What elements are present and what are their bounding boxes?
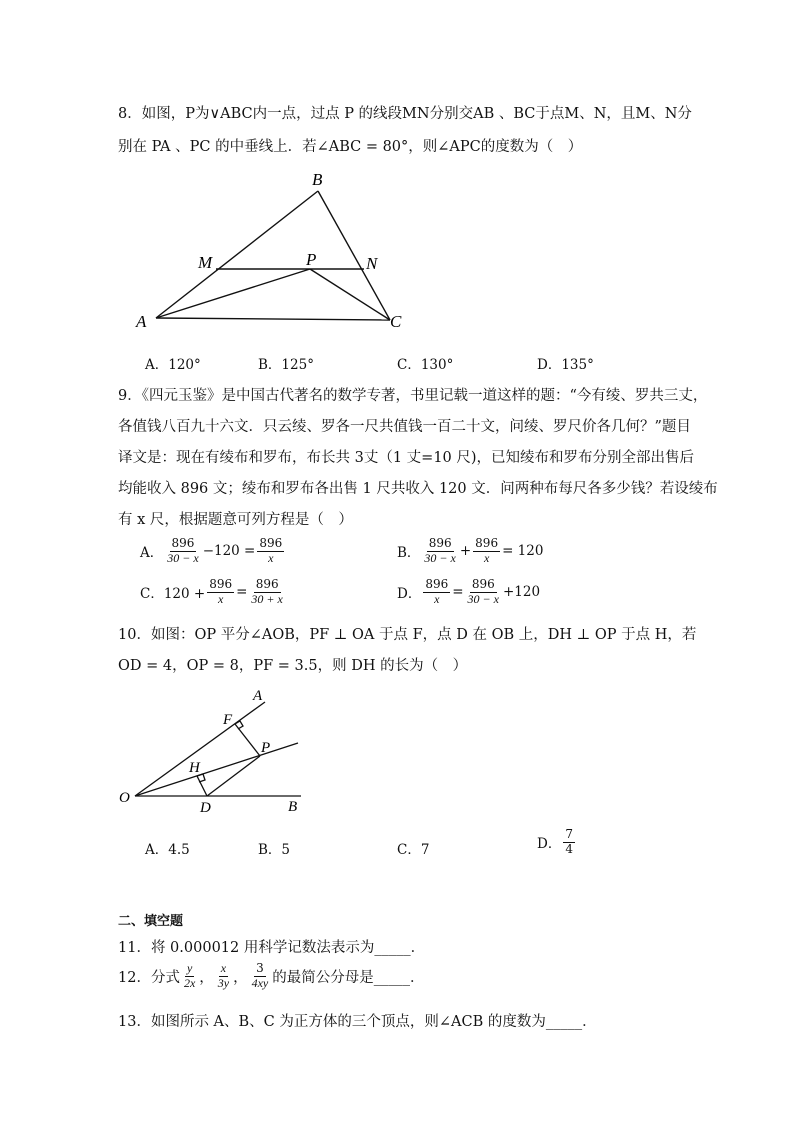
- q10-option-a[interactable]: A．4.5: [145, 842, 190, 858]
- q9-line3: 译文是：现在有绫布和罗布，布长共 3丈（1 丈=10 尺)，已知绫布和罗布分别全部出售后: [118, 450, 695, 466]
- label-n: N: [366, 254, 378, 273]
- label-m: M: [198, 253, 213, 272]
- q9-line5: 有 x 尺，根据题意可列方程是（ ）: [118, 512, 353, 528]
- segment-ac: [156, 318, 390, 320]
- label-p: P: [261, 740, 271, 756]
- option-label: A．: [140, 545, 164, 562]
- q9-option-d[interactable]: D． $\frac{896}{x}$ = $\frac{896}{30 - x}$ +120: [397, 577, 541, 606]
- fraction: $\frac{896}{30 - x}$: [467, 577, 499, 606]
- fraction: $\frac{896}{30 - x}$: [167, 536, 199, 565]
- operator: −120 =: [202, 543, 256, 560]
- q8-option-d[interactable]: D．135°: [537, 357, 594, 373]
- fraction: $\frac{3}{4xy}$: [251, 961, 269, 990]
- q13-text: 13．如图所示 A、B、C 为正方体的三个顶点，则∠ACB 的度数为_____．: [118, 1014, 597, 1030]
- label-a: A: [253, 688, 263, 704]
- operator: =: [452, 584, 464, 601]
- operator: +: [459, 543, 472, 560]
- q9-option-c[interactable]: [140, 578, 287, 607]
- operator: =: [236, 584, 248, 601]
- q8-triangle-figure: [130, 165, 420, 335]
- label-f: F: [223, 712, 233, 728]
- label-c: C: [390, 312, 402, 331]
- q12-prefix: 12．分式: [118, 969, 180, 986]
- q10-line1: 10．如图：OP 平分∠AOB，PF ⊥ OA 于点 F，点 D 在 OB 上，DH ⊥ OP 于点 H，若: [118, 627, 697, 643]
- label-o: O: [119, 790, 130, 806]
- q9-line2: 各值钱八百九十六文．只云绫、罗各一尺共值钱一百二十文，问绫、罗尺价各几何？”题目: [118, 419, 691, 435]
- label-p: P: [306, 250, 317, 269]
- q8-option-b[interactable]: B．125°: [258, 357, 314, 373]
- option-label: C．120 +: [140, 586, 206, 603]
- fraction: $\frac{896}{30 - x}$: [424, 536, 456, 565]
- option-label: D．: [397, 586, 422, 603]
- fraction: $\frac{896}{x}$: [475, 536, 499, 565]
- segment-dh: [197, 776, 207, 796]
- q9-option-b[interactable]: B． $\frac{896}{30 - x}$ + $\frac{896}{x}$ = 120: [397, 536, 544, 565]
- segment-ap: [156, 269, 310, 318]
- option-label: B．: [397, 545, 421, 562]
- fraction: $\frac{y}{2x}$: [183, 961, 196, 990]
- fraction: $\frac{896}{x}$: [425, 577, 449, 606]
- fraction: $\frac{896}{30 + x}$: [251, 577, 283, 606]
- q12-suffix: 的最简公分母是_____．: [272, 969, 425, 986]
- segment-pc: [310, 269, 390, 320]
- q12-text: 12．分式 $\frac{y}{2x}$ ， $\frac{x}{3y}$ ， $\frac{3}{4xy}$ 的最简公分母是_____．: [118, 961, 425, 990]
- section-title: 二、填空题: [118, 914, 184, 929]
- label-b: B: [312, 170, 323, 189]
- q9-line4: 均能收入 896 文；绫布和罗布各出售 1 尺共收入 120 文．问两种布每尺各多少钱？若设绫布: [118, 481, 718, 497]
- q8-option-a[interactable]: A．120°: [145, 357, 201, 373]
- label-a: A: [136, 312, 147, 331]
- q8-line2: 别在 PA 、PC 的中垂线上．若∠ABC = 80°，则∠APC的度数为（ ）: [118, 139, 583, 155]
- q9-line1: 9．《四元玉鉴》是中国古代著名的数学专著，书里记载一道这样的题：“今有绫、罗共三丈，: [118, 388, 708, 404]
- q10-angle-figure: [115, 682, 315, 817]
- segment-ab: [156, 191, 318, 318]
- label-d: D: [200, 800, 211, 816]
- q10-line2: OD = 4，OP = 8，PF = 3.5，则 DH 的长为（ ）: [118, 658, 468, 674]
- label-b: B: [288, 799, 298, 815]
- fraction: $\frac{x}{3y}$: [217, 961, 230, 990]
- q8-line1: 8．如图，P为∨ABC内一点，过点 P 的线段MN分别交AB 、BC于点M、N，且M、N分: [118, 106, 692, 122]
- label-h: H: [189, 760, 200, 776]
- q8-option-c[interactable]: C．130°: [397, 357, 454, 373]
- fraction: $\frac{7}{4}$: [565, 827, 573, 856]
- segment-bc: [318, 191, 390, 320]
- q11-text: 11．将 0.000012 用科学记数法表示为_____．: [118, 940, 426, 956]
- q9-option-a[interactable]: [140, 537, 286, 566]
- fraction: $\frac{896}{x}$: [259, 536, 283, 565]
- q10-option-b[interactable]: B．5: [258, 842, 291, 858]
- q10-option-d[interactable]: [537, 828, 577, 857]
- fraction: $\frac{896}{x}$: [209, 577, 233, 606]
- option-label: D．: [537, 836, 562, 853]
- q10-option-c[interactable]: C．7: [397, 842, 430, 858]
- segment-pd: [207, 756, 260, 796]
